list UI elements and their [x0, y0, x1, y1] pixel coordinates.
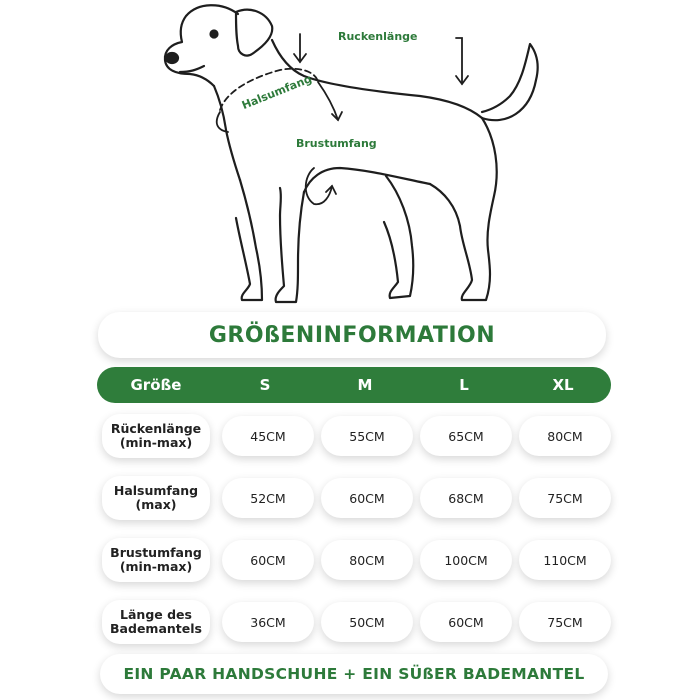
cell-robe-s: 36CM	[222, 602, 314, 642]
row-label-line1: Rückenlänge	[110, 421, 202, 436]
cell-neck-xl: 75CM	[519, 478, 611, 518]
dog-measurement-diagram	[0, 0, 700, 310]
header-m: M	[357, 376, 373, 394]
cell-robe-m: 50CM	[321, 602, 413, 642]
row-label-line2: Bademantels	[110, 621, 202, 636]
package-contents-banner: EIN PAAR HANDSCHUHE + EIN SÜßER BADEMANTEL	[100, 654, 608, 694]
header-xl: XL	[552, 376, 574, 394]
row-label-line2: (min-max)	[119, 435, 193, 450]
neck-label: Halsumfang	[240, 72, 314, 113]
row-label-line1: Brustumfang	[110, 545, 202, 560]
cell-chest-l: 100CM	[420, 540, 512, 580]
row-label-line2: (max)	[135, 497, 177, 512]
cell-neck-s: 52CM	[222, 478, 314, 518]
row-label-neck	[102, 476, 210, 520]
cell-robe-l: 60CM	[420, 602, 512, 642]
cell-robe-xl: 75CM	[519, 602, 611, 642]
row-label-bathrobe-length	[102, 600, 210, 644]
row-label-line1: Halsumfang	[113, 483, 199, 498]
row-label-back-length	[102, 414, 210, 458]
cell-chest-s: 60CM	[222, 540, 314, 580]
cell-back-xl: 80CM	[519, 416, 611, 456]
row-label-line1: Länge des	[120, 607, 192, 622]
cell-neck-m: 60CM	[321, 478, 413, 518]
page-title: GRÖßENINFORMATION	[98, 312, 606, 358]
cell-chest-xl: 110CM	[519, 540, 611, 580]
cell-back-s: 45CM	[222, 416, 314, 456]
dog-outline-illustration	[0, 0, 700, 310]
cell-chest-m: 80CM	[321, 540, 413, 580]
cell-neck-l: 68CM	[420, 478, 512, 518]
cell-back-l: 65CM	[420, 416, 512, 456]
header-s: S	[259, 376, 271, 394]
header-l: L	[459, 376, 469, 394]
size-table-header	[97, 367, 611, 403]
row-label-line2: (min-max)	[119, 559, 193, 574]
chest-label: Brustumfang	[296, 137, 377, 150]
header-size: Größe	[130, 376, 182, 394]
row-label-chest	[102, 538, 210, 582]
back-length-label: Ruckenlänge	[338, 30, 418, 43]
cell-back-m: 55CM	[321, 416, 413, 456]
